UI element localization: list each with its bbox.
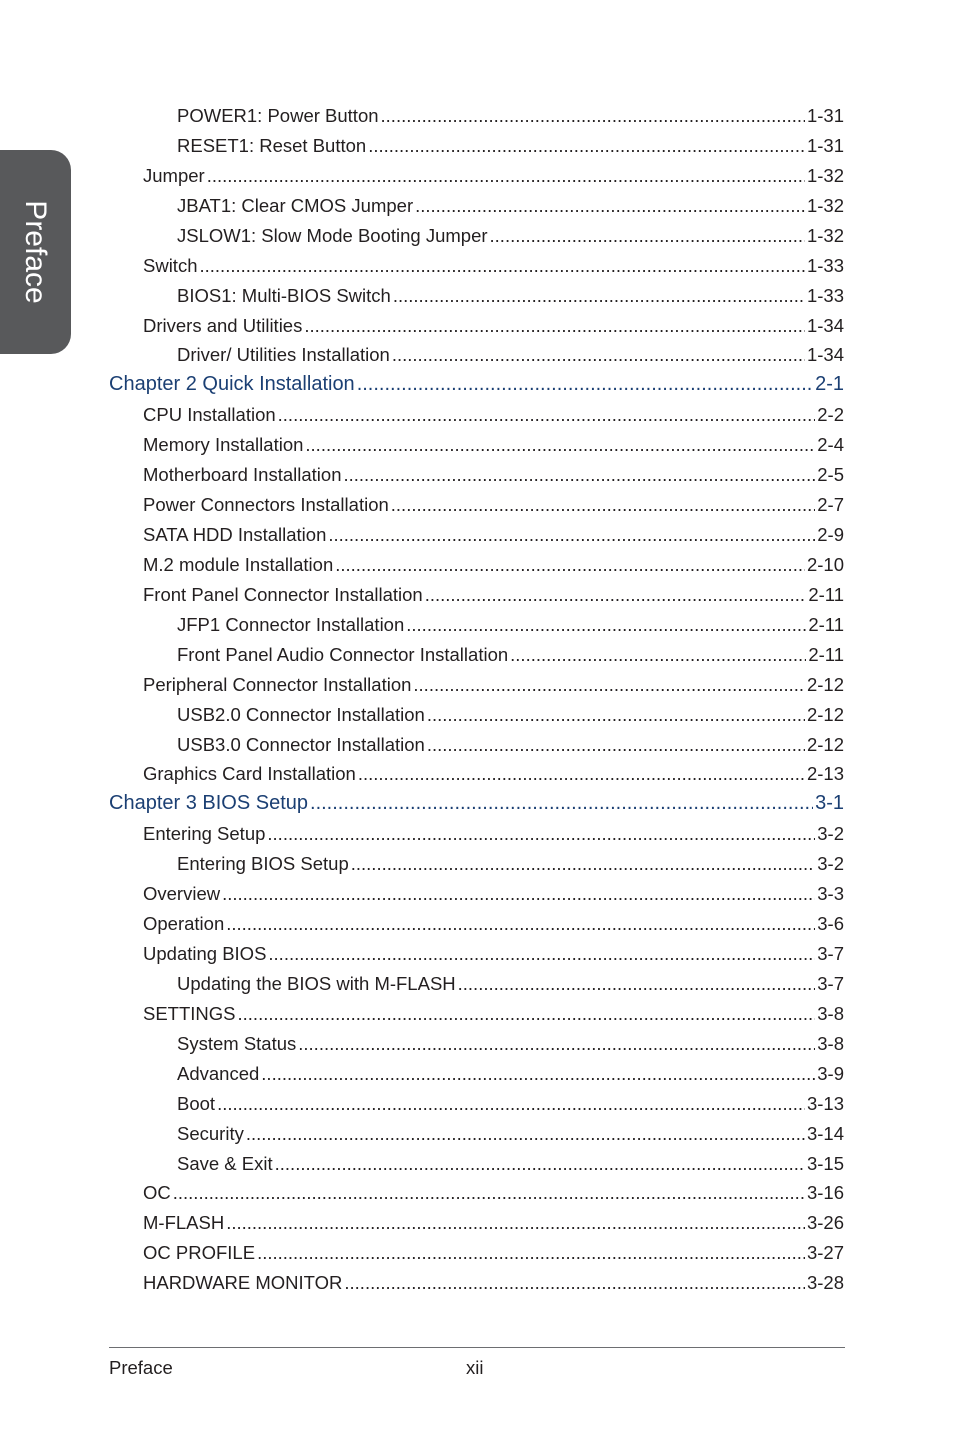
toc-entry-page: 2-11	[808, 583, 844, 605]
toc-entry-page: 1-34	[806, 344, 844, 366]
toc-entry[interactable]	[177, 973, 844, 995]
toc-entry-page: 1-34	[806, 314, 844, 336]
toc-entry-title: Front Panel Connector Installation	[143, 583, 423, 605]
toc-dot-leader	[415, 195, 805, 217]
toc-entry-title: BIOS1: Multi-BIOS Switch	[177, 284, 391, 306]
toc-entry-title: Security	[177, 1122, 244, 1144]
toc-entry[interactable]	[177, 734, 844, 756]
toc-entry[interactable]	[143, 883, 844, 905]
toc-entry-page: 3-14	[806, 1122, 844, 1144]
toc-entry[interactable]	[143, 464, 844, 486]
toc-entry[interactable]	[177, 853, 844, 875]
toc-entry[interactable]	[143, 255, 844, 277]
toc-entry-page: 3-9	[817, 1062, 844, 1084]
toc-entry-page: 3-28	[806, 1272, 844, 1294]
toc-entry[interactable]	[177, 1033, 844, 1055]
toc-entry[interactable]	[177, 105, 844, 127]
toc-entry-title: SATA HDD Installation	[143, 524, 327, 546]
toc-dot-leader	[427, 704, 805, 726]
toc-entry-title: JFP1 Connector Installation	[177, 613, 405, 635]
toc-entry-title: Operation	[143, 913, 225, 935]
toc-entry-page: 2-12	[806, 703, 844, 725]
toc-entry[interactable]	[177, 1153, 844, 1175]
toc-entry-page: 3-27	[806, 1242, 844, 1264]
toc-entry-page: 3-2	[817, 823, 844, 845]
toc-chapter-entry[interactable]	[109, 373, 844, 395]
toc-entry-page: 1-32	[806, 164, 844, 186]
toc-entry-title: Updating BIOS	[143, 943, 267, 965]
toc-entry[interactable]	[143, 1003, 844, 1025]
toc-dot-leader	[226, 913, 815, 935]
toc-dot-leader	[351, 853, 816, 875]
toc-entry-title: Advanced	[177, 1062, 260, 1084]
toc-entry[interactable]	[177, 1123, 844, 1145]
toc-dot-leader	[200, 255, 805, 277]
toc-dot-leader	[358, 763, 805, 785]
toc-entry-title: OC	[143, 1182, 171, 1204]
toc-entry-page: 3-6	[817, 913, 844, 935]
toc-dot-leader	[304, 315, 805, 337]
toc-entry[interactable]	[143, 554, 844, 576]
toc-dot-leader	[278, 404, 816, 426]
toc-entry-title: Overview	[143, 883, 221, 905]
toc-entry-title: OC PROFILE	[143, 1242, 256, 1264]
toc-entry[interactable]	[177, 644, 844, 666]
toc-entry-title: JBAT1: Clear CMOS Jumper	[177, 194, 414, 216]
toc-dot-leader	[406, 614, 806, 636]
toc-entry-title: USB3.0 Connector Installation	[177, 733, 425, 755]
toc-entry-title: POWER1: Power Button	[177, 105, 379, 126]
toc-entry-title: USB2.0 Connector Installation	[177, 703, 425, 725]
toc-entry-title: Jumper	[143, 164, 205, 186]
toc-dot-leader	[305, 434, 815, 456]
footer-divider	[109, 1347, 845, 1348]
toc-dot-leader	[392, 344, 805, 366]
toc-entry-page: 2-9	[817, 524, 844, 546]
toc-entry-title: CPU Installation	[143, 404, 276, 426]
toc-entry-title: M-FLASH	[143, 1212, 225, 1234]
toc-entry[interactable]	[177, 614, 844, 636]
toc-entry-page: 1-32	[806, 224, 844, 246]
toc-entry-title: HARDWARE MONITOR	[143, 1272, 343, 1294]
toc-entry-page: 2-11	[808, 613, 844, 635]
toc-entry-title: JSLOW1: Slow Mode Booting Jumper	[177, 224, 488, 246]
toc-entry-page: 3-15	[806, 1152, 844, 1174]
toc-dot-leader	[490, 225, 805, 247]
toc-entry-page: 2-13	[806, 763, 844, 785]
toc-entry-title: Memory Installation	[143, 434, 304, 456]
toc-dot-leader	[257, 1242, 805, 1264]
toc-entry[interactable]	[143, 404, 844, 426]
toc-entry-title: Updating the BIOS with M-FLASH	[177, 972, 456, 994]
toc-dot-leader	[425, 584, 807, 606]
toc-dot-leader	[344, 1272, 805, 1294]
toc-dot-leader	[222, 883, 815, 905]
toc-entry-page: 3-8	[817, 1002, 844, 1024]
toc-dot-leader	[217, 1093, 805, 1115]
toc-entry-title: Driver/ Utilities Installation	[177, 344, 390, 366]
toc-entry-title: Motherboard Installation	[143, 464, 342, 486]
toc-entry-title: Switch	[143, 254, 198, 276]
toc-entry-title: SETTINGS	[143, 1002, 236, 1024]
toc-entry[interactable]	[143, 763, 844, 785]
toc-entry-page: 2-11	[808, 643, 844, 665]
toc-entry-title: Power Connectors Installation	[143, 494, 389, 516]
toc-dot-leader	[268, 943, 815, 965]
toc-entry-page: 1-32	[806, 194, 844, 216]
toc-entry-page: 3-26	[806, 1212, 844, 1234]
toc-entry-title: Entering BIOS Setup	[177, 853, 349, 875]
toc-dot-leader	[343, 464, 815, 486]
toc-dot-leader	[173, 1182, 805, 1204]
toc-entry-title: Front Panel Audio Connector Installation	[177, 643, 509, 665]
toc-entry-page: 2-5	[817, 464, 844, 486]
footer-section-label: Preface	[109, 1357, 173, 1378]
toc-entry-title: M.2 module Installation	[143, 553, 334, 575]
toc-dot-leader	[310, 792, 813, 814]
toc-entry-page: 3-16	[806, 1182, 844, 1204]
toc-entry-page: 3-1	[815, 792, 844, 815]
toc-dot-leader	[226, 1212, 805, 1234]
toc-entry-page: 1-33	[806, 284, 844, 306]
toc-entry[interactable]	[143, 1212, 844, 1234]
toc-entry-page: 3-13	[806, 1092, 844, 1114]
toc-entry-page: 2-4	[817, 434, 844, 456]
toc-entry-title: System Status	[177, 1032, 297, 1054]
toc-entry-title: Chapter 2 Quick Installation	[109, 373, 355, 396]
toc-entry[interactable]	[177, 135, 844, 157]
toc-entry[interactable]	[177, 225, 844, 247]
toc-entry[interactable]	[143, 1272, 844, 1294]
toc-entry-page: 3-7	[817, 943, 844, 965]
toc-dot-leader	[246, 1123, 805, 1145]
toc-dot-leader	[413, 674, 805, 696]
toc-entry-page: 1-31	[806, 105, 844, 126]
toc-dot-leader	[207, 165, 805, 187]
toc-dot-leader	[357, 373, 813, 395]
toc-entry[interactable]	[143, 823, 844, 845]
toc-dot-leader	[381, 105, 805, 127]
toc-entry[interactable]	[177, 285, 844, 307]
toc-entry[interactable]	[143, 315, 844, 337]
toc-entry[interactable]	[143, 943, 844, 965]
toc-entry-title: Graphics Card Installation	[143, 763, 356, 785]
toc-entry-page: 3-7	[817, 972, 844, 994]
toc-dot-leader	[393, 285, 805, 307]
toc-entry-title: Boot	[177, 1092, 216, 1114]
toc-entry-page: 1-31	[806, 134, 844, 156]
toc-entry-title: Chapter 3 BIOS Setup	[109, 792, 309, 815]
toc-dot-leader	[261, 1063, 815, 1085]
footer-page-number: xii	[466, 1357, 484, 1378]
toc-dot-leader	[267, 823, 815, 845]
toc-chapter-entry[interactable]	[109, 792, 844, 814]
toc-entry[interactable]	[143, 913, 844, 935]
toc-entry[interactable]	[143, 1242, 844, 1264]
toc-entry-page: 3-8	[817, 1032, 844, 1054]
toc-entry[interactable]	[143, 674, 844, 696]
toc-entry[interactable]	[177, 1093, 844, 1115]
toc-entry-page: 1-33	[806, 254, 844, 276]
toc-dot-leader	[368, 135, 805, 157]
toc-entry-title: Peripheral Connector Installation	[143, 673, 412, 695]
toc-entry-page: 3-2	[817, 853, 844, 875]
toc-dot-leader	[510, 644, 806, 666]
toc-entry-page: 2-7	[817, 494, 844, 516]
toc-entry-title: RESET1: Reset Button	[177, 134, 367, 156]
toc-entry[interactable]	[143, 165, 844, 187]
toc-entry-page: 2-10	[806, 553, 844, 575]
toc-dot-leader	[298, 1033, 815, 1055]
toc-entry[interactable]	[143, 494, 844, 516]
toc-entry[interactable]	[143, 584, 844, 606]
toc-dot-leader	[458, 973, 816, 995]
toc-dot-leader	[335, 554, 805, 576]
toc-entry-title: Entering Setup	[143, 823, 266, 845]
toc-dot-leader	[328, 524, 815, 546]
side-tab-label: Preface	[19, 200, 52, 304]
toc-entry-page: 2-12	[806, 733, 844, 755]
toc-entry-page: 2-1	[815, 373, 844, 396]
toc-entry[interactable]	[143, 1182, 844, 1204]
toc-dot-leader	[391, 494, 815, 516]
toc-dot-leader	[427, 734, 805, 756]
toc-entry-title: Save & Exit	[177, 1152, 273, 1174]
toc-entry-page: 2-2	[817, 404, 844, 426]
toc-dot-leader	[238, 1003, 816, 1025]
toc-entry-page: 3-3	[817, 883, 844, 905]
toc-entry-title: Drivers and Utilities	[143, 314, 303, 336]
toc-entry[interactable]	[177, 344, 844, 366]
toc-entry[interactable]	[177, 195, 844, 217]
toc-dot-leader	[275, 1153, 805, 1175]
toc-entry[interactable]	[143, 524, 844, 546]
toc-entry[interactable]	[177, 1063, 844, 1085]
toc-entry[interactable]	[143, 434, 844, 456]
toc-entry-page: 2-12	[806, 673, 844, 695]
toc-entry[interactable]	[177, 704, 844, 726]
